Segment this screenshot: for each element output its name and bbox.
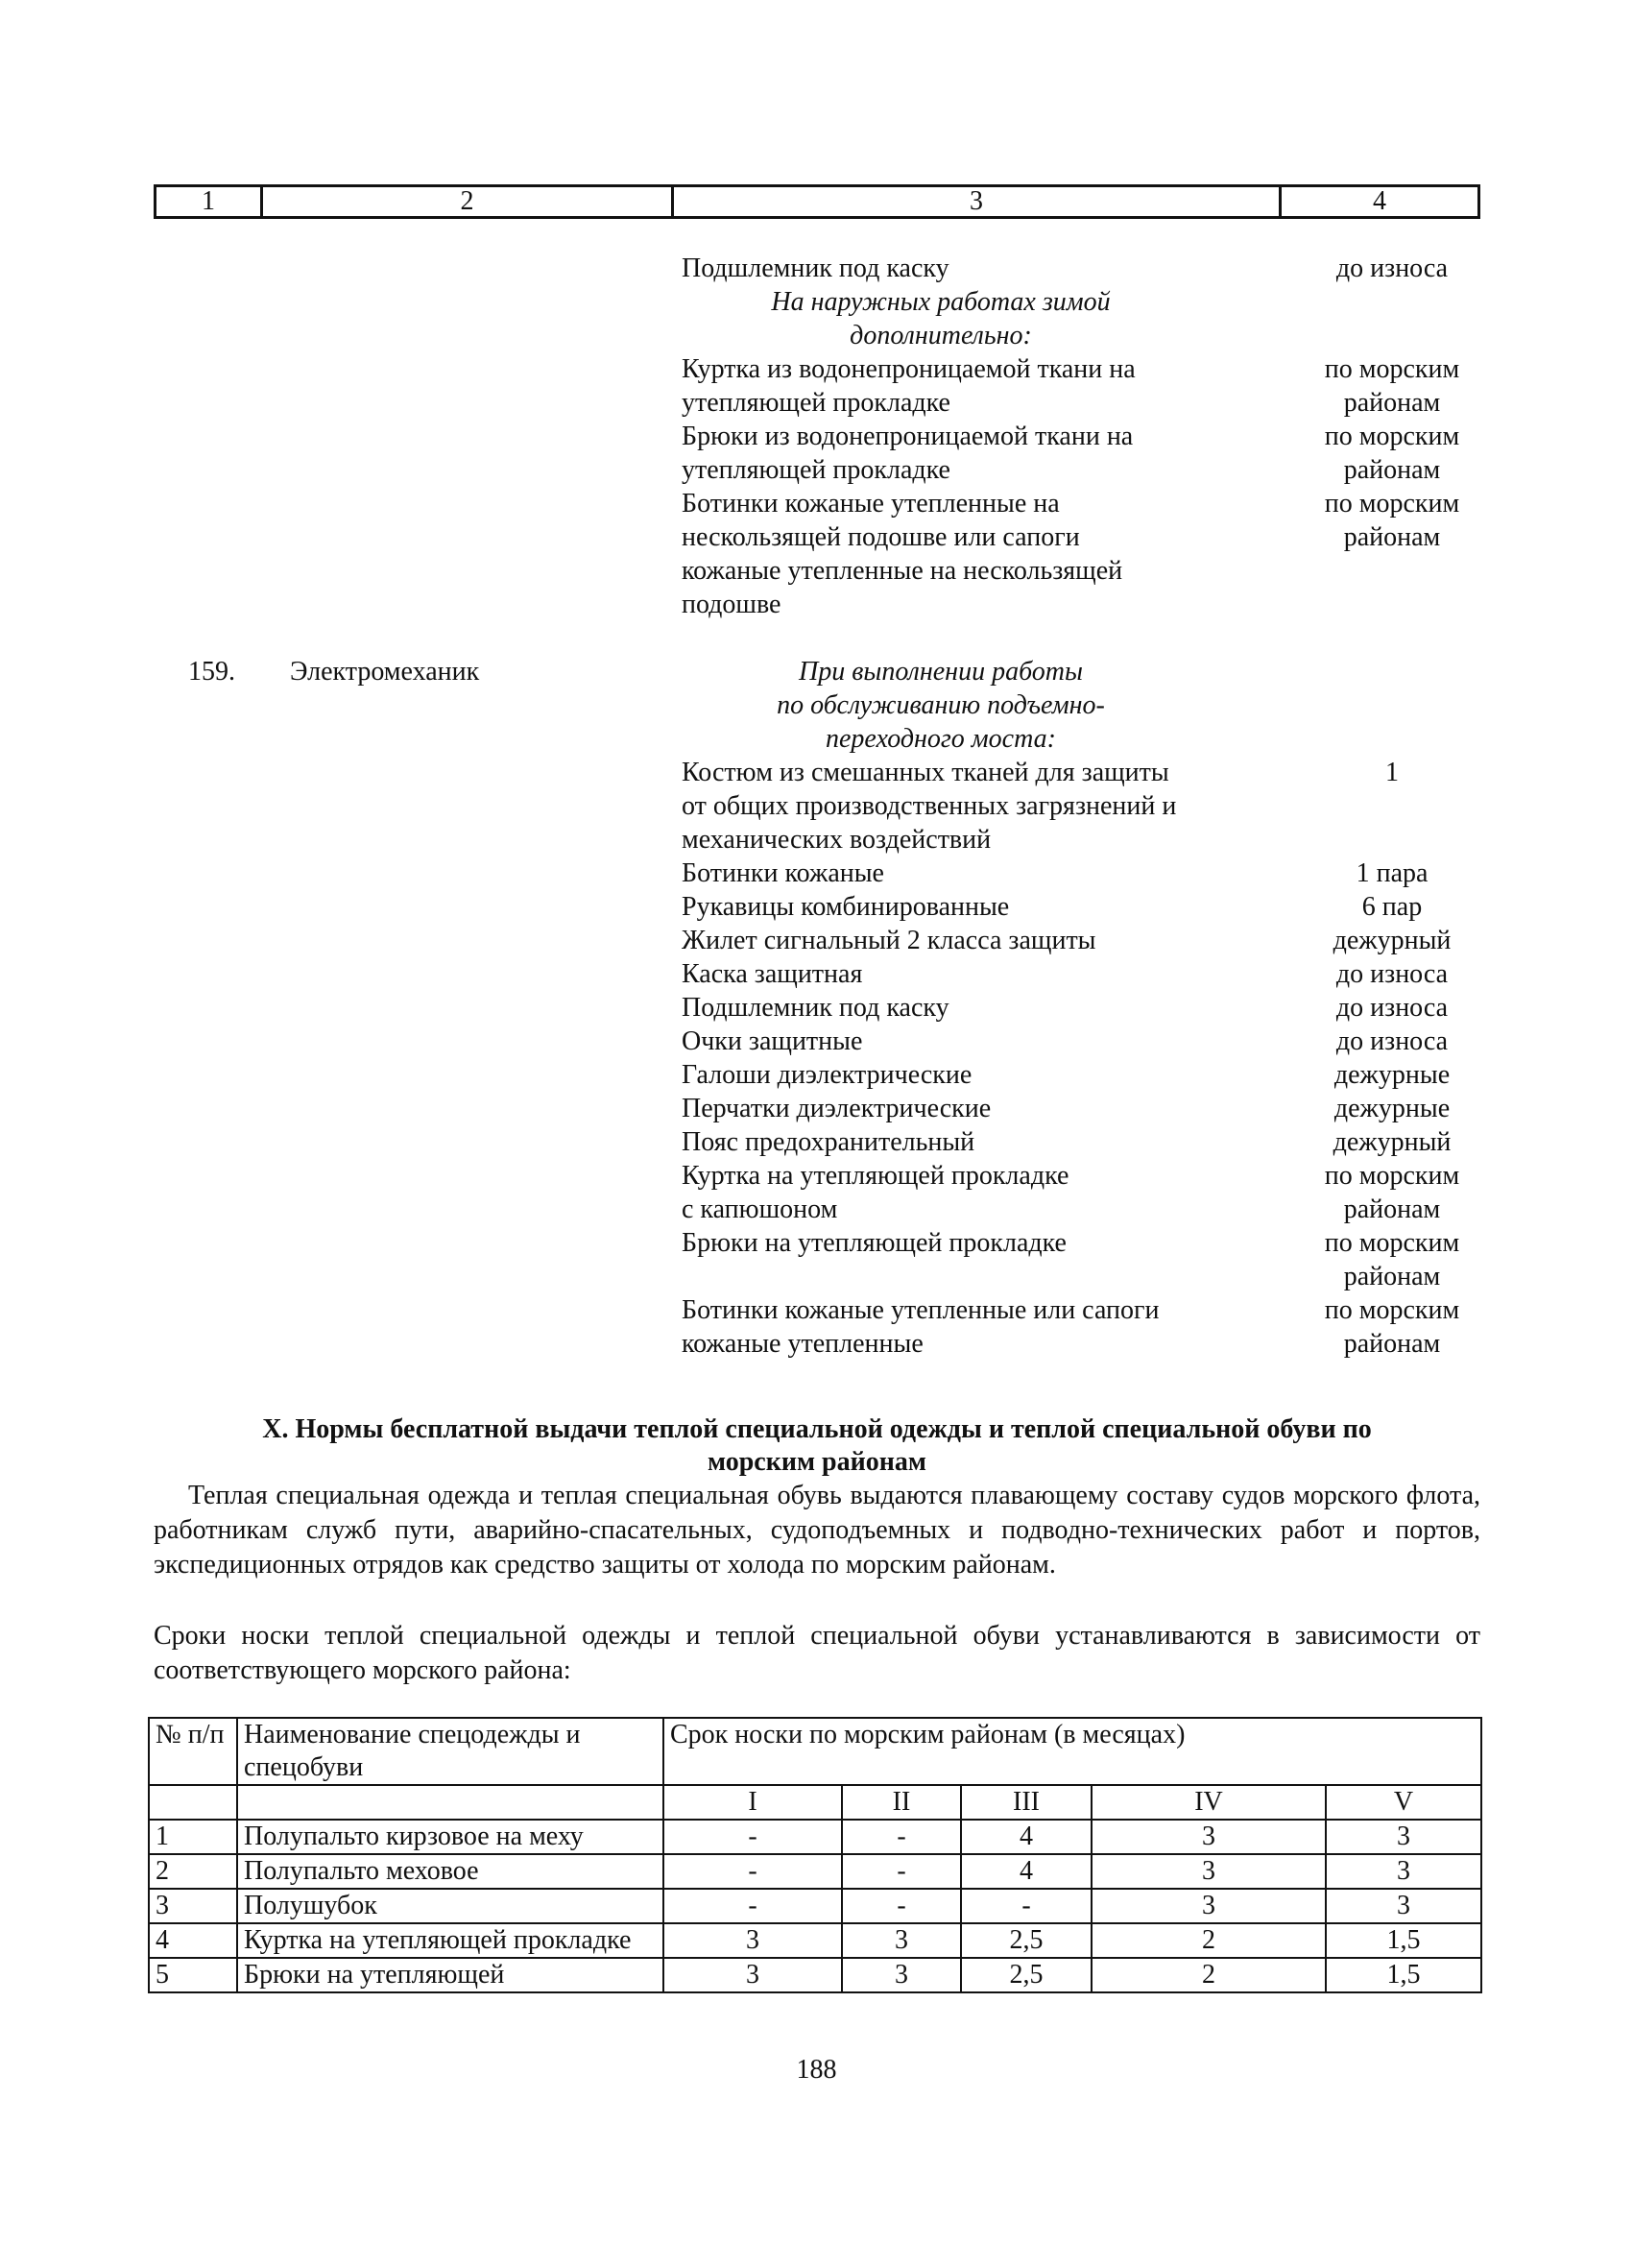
item-name: Подшлемник под каску	[682, 253, 949, 283]
item-qty: дежурные	[1333, 1060, 1451, 1090]
item-qty: дежурный	[1333, 1127, 1452, 1157]
item-qty: 1	[1385, 758, 1399, 787]
table-row	[149, 1889, 1481, 1923]
region-header: III	[961, 1785, 1092, 1820]
item-qty: до износа	[1335, 1026, 1449, 1056]
row-value: 4	[961, 1820, 1092, 1854]
list-item	[0, 252, 1633, 285]
row-value: 2	[1092, 1958, 1326, 1992]
item-name: Каска защитная	[682, 959, 863, 989]
italic-line: дополнительно:	[850, 321, 1032, 350]
item-name: Брюки из водонепроницаемой ткани на	[682, 422, 1134, 451]
paragraph: Сроки носки теплой специальной одежды и теплой специальной обуви устанавливаются в зависимости от соответствующего морского района:	[154, 1621, 1480, 1685]
table-row	[149, 1958, 1481, 1992]
item-name: утепляющей прокладке	[682, 455, 950, 485]
row-value: 4	[961, 1854, 1092, 1889]
section-title	[154, 1413, 1480, 1479]
list-item	[0, 991, 1633, 1025]
item-qty: до износа	[1335, 253, 1449, 283]
list-item	[0, 857, 1633, 890]
entry-profession: Электромеханик	[290, 657, 480, 687]
row-value: 1,5	[1326, 1923, 1481, 1958]
row-value: -	[663, 1854, 842, 1889]
row-name: Полупальто меховое	[237, 1854, 663, 1889]
table-row	[149, 1923, 1481, 1958]
row-number: 1	[149, 1820, 237, 1854]
region-header: I	[663, 1785, 842, 1820]
col-num-4: 4	[1279, 187, 1477, 216]
col-num-2: 2	[260, 187, 671, 216]
item-name: Пояс предохранительный	[682, 1127, 975, 1157]
item-qty: до износа	[1335, 959, 1449, 989]
row-value: 3	[842, 1923, 961, 1958]
region-header: IV	[1092, 1785, 1326, 1820]
row-value: 3	[663, 1958, 842, 1992]
list-item	[0, 487, 1633, 621]
section-title-line: морским районам	[708, 1447, 926, 1477]
row-name: Куртка на утепляющей прокладке	[237, 1923, 663, 1958]
list-item	[0, 924, 1633, 957]
item-name: Перчатки диэлектрические	[682, 1094, 992, 1123]
row-value: -	[961, 1889, 1092, 1923]
list-item	[0, 352, 1633, 420]
item-name: механических воздействий	[682, 825, 992, 855]
item-qty: 1 пара	[1356, 858, 1429, 888]
table-row	[149, 1854, 1481, 1889]
row-value: 3	[1092, 1820, 1326, 1854]
item-name: Очки защитные	[682, 1026, 863, 1056]
row-value: -	[663, 1820, 842, 1854]
row-value: 3	[842, 1958, 961, 1992]
row-name: Полушубок	[237, 1889, 663, 1923]
region-header: V	[1326, 1785, 1481, 1820]
item-qty: районам	[1343, 1262, 1441, 1291]
row-value: 2	[1092, 1923, 1326, 1958]
row-value: 2,5	[961, 1958, 1092, 1992]
item-qty: 6 пар	[1361, 892, 1423, 922]
entry-159-items	[0, 756, 1633, 1361]
row-number: 4	[149, 1923, 237, 1958]
row-value: 3	[663, 1923, 842, 1958]
row-number: 5	[149, 1958, 237, 1992]
item-qty: районам	[1343, 388, 1441, 418]
item-name: кожаные утепленные на нескользящей	[682, 556, 1123, 586]
col-num-3: 3	[671, 187, 1279, 216]
item-qty: по морским	[1324, 489, 1460, 519]
item-name: Ботинки кожаные	[682, 858, 884, 888]
row-name: Брюки на утепляющей	[237, 1958, 663, 1992]
column-number-header	[154, 184, 1480, 219]
continuation-block	[0, 252, 1633, 1361]
item-qty: до износа	[1335, 993, 1449, 1023]
item-qty: районам	[1343, 1329, 1441, 1359]
header-name: Наименование спецодежды и спецобуви	[237, 1718, 663, 1785]
italic-line: На наружных работах зимой	[771, 287, 1111, 317]
list-item	[0, 1293, 1633, 1361]
item-name: Жилет сигнальный 2 класса защиты	[682, 926, 1096, 955]
row-name: Полупальто кирзовое на меху	[237, 1820, 663, 1854]
item-name: Куртка из водонепроницаемой ткани на	[682, 354, 1136, 384]
item-qty: по морским	[1324, 422, 1460, 451]
header-term: Срок носки по морским районам (в месяцах)	[663, 1718, 1481, 1785]
list-item	[0, 1092, 1633, 1125]
italic-line: по обслуживанию подъемно-	[777, 690, 1105, 720]
list-item	[0, 957, 1633, 991]
item-name: от общих производственных загрязнений и	[682, 791, 1177, 821]
item-name: Брюки на утепляющей прокладке	[682, 1228, 1067, 1258]
list-item	[0, 1226, 1633, 1293]
region-header: II	[842, 1785, 961, 1820]
list-item	[0, 1025, 1633, 1058]
section-title-line: X. Нормы бесплатной выдачи теплой специальной одежды и теплой специальной обуви по	[262, 1414, 1372, 1444]
item-name: Галоши диэлектрические	[682, 1060, 973, 1090]
item-name: Ботинки кожаные утепленные или сапоги	[682, 1295, 1160, 1325]
table-row	[149, 1820, 1481, 1854]
list-item	[0, 756, 1633, 857]
norms-table	[148, 1717, 1482, 1993]
item-name: Куртка на утепляющей прокладке	[682, 1161, 1069, 1191]
row-value: 3	[1092, 1889, 1326, 1923]
item-qty: районам	[1343, 522, 1441, 552]
item-qty: дежурный	[1333, 926, 1452, 955]
row-number: 3	[149, 1889, 237, 1923]
page-number: 188	[796, 2055, 837, 2085]
paragraph: Теплая специальная одежда и теплая специальная обувь выдаются плавающему составу судов морского флота, работникам служб пути, аварийно-спасательных, судоподъемных и подводно-технических работ и портов, экспедиционных отрядов как средство защиты от холода по морским районам.	[154, 1481, 1480, 1580]
item-qty: районам	[1343, 455, 1441, 485]
list-item	[0, 890, 1633, 924]
italic-line: переходного моста:	[825, 724, 1056, 754]
italic-note	[0, 285, 1633, 352]
entry-159-header	[0, 655, 1633, 756]
row-value: 3	[1092, 1854, 1326, 1889]
item-qty: по морским	[1324, 354, 1460, 384]
item-qty: по морским	[1324, 1228, 1460, 1258]
item-name: Ботинки кожаные утепленные на	[682, 489, 1060, 519]
list-item	[0, 1125, 1633, 1159]
row-value: -	[842, 1889, 961, 1923]
entry-number: 159.	[188, 657, 235, 687]
item-name: нескользящей подошве или сапоги	[682, 522, 1080, 552]
item-name: утепляющей прокладке	[682, 388, 950, 418]
row-value: 3	[1326, 1854, 1481, 1889]
item-name: Рукавицы комбинированные	[682, 892, 1010, 922]
row-value: 3	[1326, 1889, 1481, 1923]
col-num-1: 1	[202, 186, 215, 216]
list-item	[0, 1159, 1633, 1226]
item-name: Костюм из смешанных тканей для защиты	[682, 758, 1169, 787]
item-name: Подшлемник под каску	[682, 993, 949, 1023]
row-value: -	[842, 1854, 961, 1889]
item-qty: районам	[1343, 1194, 1441, 1224]
row-value: 2,5	[961, 1923, 1092, 1958]
row-value: 1,5	[1326, 1958, 1481, 1992]
list-item	[0, 420, 1633, 487]
item-name: подошве	[682, 590, 781, 619]
row-value: -	[663, 1889, 842, 1923]
row-value: 3	[1326, 1820, 1481, 1854]
item-name: с капюшоном	[682, 1194, 838, 1224]
row-value: -	[842, 1820, 961, 1854]
italic-line: При выполнении работы	[799, 657, 1083, 687]
list-item	[0, 1058, 1633, 1092]
row-number: 2	[149, 1854, 237, 1889]
item-qty: дежурные	[1333, 1094, 1451, 1123]
header-num: № п/п	[149, 1718, 237, 1785]
item-qty: по морским	[1324, 1295, 1460, 1325]
item-name: кожаные утепленные	[682, 1329, 924, 1359]
item-qty: по морским	[1324, 1161, 1460, 1191]
